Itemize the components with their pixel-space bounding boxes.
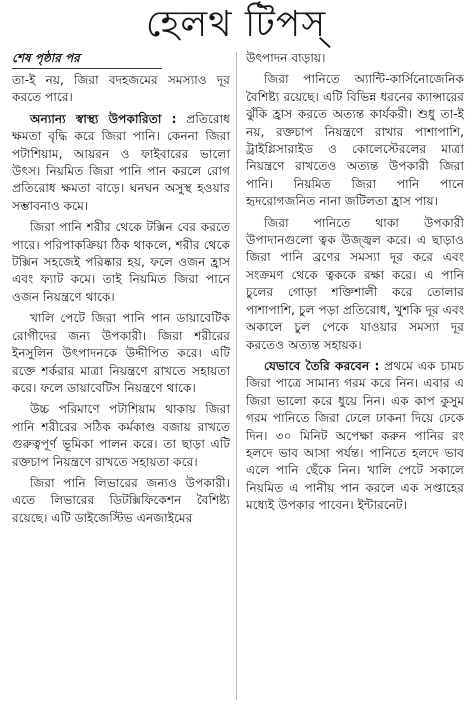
- paragraph: জিরা পানি লিভারের জন্যও উপকারী। এতে লিভারের ডিটক্সিফিকেশন বৈশিষ্ট্য রয়েছে। এটি ডাইজেস্টিভ এনজাইমের: [12, 475, 230, 525]
- paragraph: উৎপাদন বাড়ায়।: [246, 51, 326, 65]
- paragraph: উচ্চ পরিমাণে পটাশিয়াম থাকায় জিরা পানি শরীরের সঠিক কর্মকাণ্ড বজায় রাখতে গুরুত্বপূর্ণ ভূমিকা পালন করে। তা ছাড়া এটি রক্তচাপ নিয়ন্ত্রণে রাখতে সহায়তা করে।: [12, 402, 230, 469]
- paragraph: তা-ই নয়, জিরা বদহজমের সমস্যাও দূর করতে পারে।: [12, 73, 230, 105]
- page-title: হেলথ টিপস্: [145, 4, 327, 45]
- paragraph: জিরা পানি শরীর থেকে টক্সিন বের করতে পারে। পরিপাকক্রিয়া ঠিক থাকলে, শরীর থেকে টক্সিন সহজেই পরিষ্কার হয়, ফলে ওজন হ্রাস এবং ফ্যাট কমে। তাই নিয়মিত জিরা পানে ওজন নিয়ন্ত্রণে থাকে।: [12, 220, 230, 304]
- column-divider: [236, 52, 237, 700]
- paragraph-text: প্রতিরোধ ক্ষমতা বৃদ্ধি করে জিরা পানি। কেননা জিরা পটাশিয়াম, আয়রন ও ফাইবারের ভালো উৎস। নিয়মিত জিরা পানি পান করলে রোগ প্রতিরোধ ক্ষমতা বাড়ে। ঘনঘন অসুস্থ হওয়ার সম্ভাবনাও কমে।: [12, 111, 230, 213]
- paragraph: জিরা পানিতে অ্যান্টি-কার্সিনোজেনিক বৈশিষ্ট্য রয়েছে। এটি বিভিন্ন ধরনের ক্যান্সারের ঝুঁকি হ্রাস করতে অত্যন্ত কার্যকরী। শুধু তা-ই নয়, রক্তচাপ নিয়ন্ত্রণে রাখার পাশাপাশি, ট্রাইগ্লিসারাইড ও কোলেস্টেরলের মাত্রা নিয়ন্ত্রণে রাখতেও অত্যন্ত উপকারী জিরা পানি। নিয়মিত জিরা পানি পানে হৃদরোগজনিত নানা জটিলতা হ্রাস পায়।: [246, 72, 464, 209]
- paragraph: জিরা পানিতে থাকা উপকারী উপাদানগুলো ত্বক উজ্জ্বল করে। এ ছাড়াও জিরা পানি ব্রণের সমস্যা দূর করে এবং সংক্রমণ থেকে ত্বককে রক্ষা করে। এ পানি চুলের গোড়া শক্তিশালী করে তোলার পাশাপাশি, চুল পড়া প্রতিরোধ, খুশকি দূর এবং অকালে চুল পেকে যাওয়ার সমস্যা দূর করতেও অত্যন্ত সহায়ক।: [246, 215, 464, 352]
- left-column: [12, 50, 230, 531]
- paragraph: খালি পেটে জিরা পানি পান ডায়াবেটিক রোগীদের জন্য উপকারী। জিরা শরীরের ইনসুলিন উৎপাদনকে উদ্দীপিত করে। এটি রক্তে শর্করার মাত্রা নিয়ন্ত্রণে রাখতে সহায়তা করে। ফলে ডায়াবেটিস নিয়ন্ত্রণে থাকে।: [12, 311, 230, 395]
- inline-heading: অন্যান্য স্বাস্থ্য উপকারিতা :: [30, 111, 177, 126]
- kicker-rule: [12, 68, 162, 69]
- paragraph: [246, 358, 464, 515]
- inline-heading: যেভাবে তৈরি করবেন :: [264, 358, 380, 373]
- paragraph: [12, 111, 230, 215]
- paragraph-text: প্রথমে এক চামচ জিরা পাত্রে সামান্য গরম করে নিন। এবার এ জিরা ভালো করে ধুয়ে নিন। এক কাপ কুসুম গরম পানিতে জিরা ঢেলে ঢাকনা দিয়ে ঢেকে দিন। ৩০ মিনিট অপেক্ষা করুন পানির রং হলদে ভাব আসা পর্যন্ত। পানিতে হলদে ভাব এলে পানি ছেঁকে নিন। খালি পেটে সকালে নিয়মিত এ পানীয় পান করলে এক সপ্তাহের মধ্যেই উপকার পাবেন। ইন্টারনেট।: [246, 358, 464, 513]
- right-column: [246, 50, 464, 519]
- continued-label: শেষ পৃষ্ঠার পর: [12, 51, 80, 65]
